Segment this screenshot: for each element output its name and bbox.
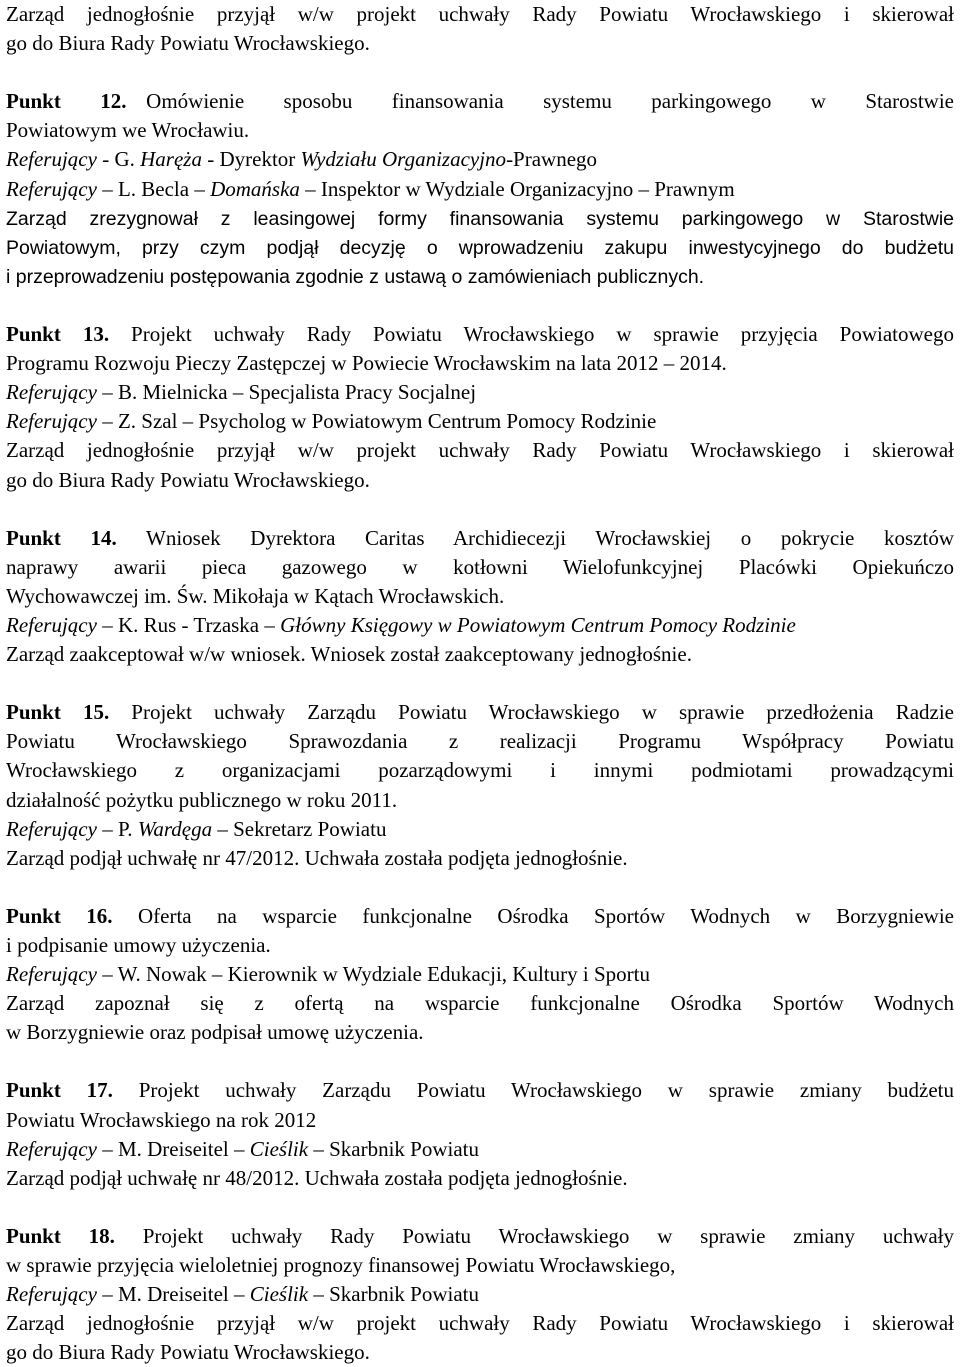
paragraph-gap bbox=[6, 58, 954, 87]
item-heading: Punkt 12. bbox=[6, 89, 127, 114]
text-segment: -Prawnego bbox=[506, 147, 598, 172]
text-segment: Wrocławskiego z organizacjami pozarządowymi i innymi podmiotami prowadzącymi bbox=[6, 758, 954, 783]
text-segment: – K. Rus - Trzaska – bbox=[96, 612, 281, 637]
text-segment: i podpisanie umowy użyczenia. bbox=[6, 933, 271, 957]
text-segment: i przeprowadzeniu postępowania zgodnie z ustawą o zamówieniach publicznych. bbox=[6, 265, 705, 288]
item-heading: Punkt 14. bbox=[6, 525, 117, 550]
paragraph-gap bbox=[6, 873, 954, 902]
text-line bbox=[6, 553, 954, 582]
text-line bbox=[6, 931, 954, 960]
text-line bbox=[6, 1280, 954, 1309]
item-heading: Punkt 15. bbox=[6, 700, 110, 725]
text-segment: Główny Księgowy w Powiatowym Centrum Pomocy Rodzinie bbox=[280, 612, 796, 637]
text-line bbox=[6, 960, 954, 989]
text-segment: – W. Nowak – Kierownik w Wydziale Edukacji, Kultury i Sportu bbox=[96, 962, 650, 987]
text-segment: Zarząd jednogłośnie przyjął w/w projekt uchwały Rady Powiatu Wrocławskiego i skierował bbox=[6, 438, 954, 463]
text-line bbox=[6, 466, 954, 495]
text-segment: działalność pożytku publicznego w roku 2011. bbox=[6, 787, 398, 812]
text-line bbox=[6, 756, 954, 785]
text-segment: Domańska bbox=[210, 176, 300, 201]
text-segment: Cieślik bbox=[249, 1282, 309, 1307]
text-segment: Referujący bbox=[6, 816, 97, 841]
text-segment: – Sekretarz Powiatu bbox=[212, 816, 387, 841]
text-segment: - G. bbox=[96, 147, 141, 172]
paragraph-gap bbox=[6, 1047, 954, 1076]
text-segment: Referujący bbox=[6, 1136, 97, 1161]
text-line bbox=[6, 524, 954, 553]
text-segment: Wydziału Organizacyjno bbox=[300, 147, 507, 172]
text-line bbox=[6, 1106, 954, 1135]
text-segment: Zarząd jednogłośnie przyjął w/w projekt uchwały Rady Powiatu Wrocławskiego i skierował bbox=[6, 1311, 954, 1336]
text-segment: Referujący bbox=[6, 380, 97, 405]
item-heading: Punkt 16. bbox=[6, 903, 113, 928]
text-line bbox=[6, 1309, 954, 1338]
text-line bbox=[6, 1251, 954, 1280]
text-segment: Wychowawczej im. Św. Mikołaja w Kątach Wrocławskich. bbox=[6, 583, 505, 608]
text-segment: Projekt uchwały Zarządu Powiatu Wrocławskiego w sprawie przedłożenia Radzie bbox=[109, 700, 954, 725]
text-segment: – Skarbnik Powiatu bbox=[308, 1136, 480, 1161]
text-line bbox=[6, 611, 954, 640]
item-heading: Punkt 17. bbox=[6, 1078, 113, 1103]
text-segment: – Z. Szal – Psycholog w Powiatowym Centrum Pomocy Rodzinie bbox=[96, 409, 657, 434]
text-segment: Projekt uchwały Rady Powiatu Wrocławskiego w sprawie przyjęcia Powiatowego bbox=[109, 322, 954, 347]
text-segment: Cieślik bbox=[249, 1136, 309, 1161]
text-line bbox=[6, 640, 954, 669]
paragraph-gap bbox=[6, 669, 954, 698]
text-segment: w sprawie przyjęcia wieloletniej prognozy finansowej Powiatu Wrocławskiego, bbox=[6, 1253, 676, 1278]
paragraph-gap bbox=[6, 1193, 954, 1222]
item-heading: Punkt 18. bbox=[6, 1223, 115, 1248]
text-segment: Referujący bbox=[6, 1282, 97, 1307]
text-line bbox=[6, 407, 954, 436]
text-segment: Oferta na wsparcie funkcjonalne Ośrodka Sportów Wodnych w Borzygniewie bbox=[112, 903, 954, 928]
text-segment: - Dyrektor bbox=[201, 147, 301, 172]
document-page bbox=[6, 0, 954, 1367]
text-line bbox=[6, 87, 954, 116]
text-line bbox=[6, 727, 954, 756]
text-line bbox=[6, 815, 954, 844]
text-segment: Referujący bbox=[6, 612, 97, 637]
text-segment: Zarząd zapoznał się z ofertą na wsparcie funkcjonalne Ośrodka Sportów Wodnych bbox=[6, 991, 954, 1016]
text-segment: – M. Dreiseitel – bbox=[96, 1136, 250, 1161]
text-segment: Projekt uchwały Rady Powiatu Wrocławskiego w sprawie zmiany uchwały bbox=[114, 1223, 954, 1248]
text-line bbox=[6, 145, 954, 174]
text-line bbox=[6, 116, 954, 145]
text-segment: Powiatowym, przy czym podjął decyzję o wprowadzeniu zakupu inwestycyjnego do budżetu bbox=[6, 236, 954, 259]
text-segment: Zarząd podjął uchwałę nr 47/2012. Uchwała została podjęta jednogłośnie. bbox=[6, 845, 628, 870]
text-segment: Projekt uchwały Zarządu Powiatu Wrocławskiego w sprawie zmiany budżetu bbox=[112, 1078, 954, 1103]
text-segment: Wniosek Dyrektora Caritas Archidiecezji Wrocławskiej o pokrycie kosztów bbox=[116, 525, 954, 550]
text-line bbox=[6, 582, 954, 611]
text-line bbox=[6, 989, 954, 1018]
text-line bbox=[6, 1164, 954, 1193]
text-line bbox=[6, 786, 954, 815]
text-segment: – Inspektor w Wydziale Organizacyjno – Prawnym bbox=[299, 176, 735, 201]
text-line bbox=[6, 1018, 954, 1047]
text-segment: Zarząd zrezygnował z leasingowej formy finansowania systemu parkingowego w Starostwie bbox=[6, 207, 954, 230]
text-line bbox=[6, 1222, 954, 1251]
text-line bbox=[6, 175, 954, 204]
text-line bbox=[6, 320, 954, 349]
text-segment: go do Biura Rady Powiatu Wrocławskiego. bbox=[6, 31, 370, 56]
text-segment: – B. Mielnicka – Specjalista Pracy Socjalnej bbox=[96, 380, 477, 405]
text-segment: Referujący bbox=[6, 962, 97, 987]
text-line bbox=[6, 204, 954, 233]
text-segment: Zarząd jednogłośnie przyjął w/w projekt uchwały Rady Powiatu Wrocławskiego i skierował bbox=[6, 2, 954, 26]
text-segment: go do Biura Rady Powiatu Wrocławskiego. bbox=[6, 467, 370, 492]
text-segment: Powiatowym we Wrocławiu. bbox=[6, 118, 250, 143]
text-segment: Haręża bbox=[140, 147, 202, 172]
text-segment: – L. Becla – bbox=[96, 176, 211, 201]
text-line bbox=[6, 0, 954, 29]
item-heading: Punkt 13. bbox=[6, 322, 110, 347]
text-segment: Referujący bbox=[6, 147, 97, 172]
text-segment: Referujący bbox=[6, 176, 97, 201]
text-segment: Programu Rozwoju Pieczy Zastępczej w Powiecie Wrocławskim na lata 2012 – 2014. bbox=[6, 351, 727, 376]
text-line bbox=[6, 1135, 954, 1164]
text-segment: go do Biura Rady Powiatu Wrocławskiego. bbox=[6, 1340, 370, 1365]
text-segment: Omówienie sposobu finansowania systemu parkingowego w Starostwie bbox=[126, 89, 954, 114]
text-line bbox=[6, 378, 954, 407]
text-line bbox=[6, 1338, 954, 1367]
text-segment: w Borzygniewie oraz podpisał umowę użyczenia. bbox=[6, 1020, 424, 1045]
text-line bbox=[6, 902, 954, 931]
text-line bbox=[6, 262, 954, 291]
text-line bbox=[6, 1076, 954, 1105]
text-line bbox=[6, 233, 954, 262]
text-segment: Referujący bbox=[6, 409, 97, 434]
paragraph-gap bbox=[6, 291, 954, 320]
text-line bbox=[6, 844, 954, 873]
text-segment: Powiatu Wrocławskiego na rok 2012 bbox=[6, 1107, 317, 1132]
text-line bbox=[6, 349, 954, 378]
text-segment: – M. Dreiseitel – bbox=[96, 1282, 250, 1307]
text-line bbox=[6, 29, 954, 58]
text-segment: Powiatu Wrocławskiego Sprawozdania z realizacji Programu Współpracy Powiatu bbox=[6, 729, 954, 754]
text-segment: Zarząd zaakceptował w/w wniosek. Wniosek został zaakceptowany jednogłośnie. bbox=[6, 642, 692, 667]
text-line bbox=[6, 698, 954, 727]
text-segment: Zarząd podjął uchwałę nr 48/2012. Uchwała została podjęta jednogłośnie. bbox=[6, 1165, 628, 1190]
text-segment: naprawy awarii pieca gazowego w kotłowni Wielofunkcyjnej Placówki Opiekuńczo bbox=[6, 554, 954, 579]
text-line bbox=[6, 436, 954, 465]
text-segment: – Skarbnik Powiatu bbox=[308, 1282, 480, 1307]
text-segment: Wardęga bbox=[137, 816, 213, 841]
text-segment: – P. bbox=[96, 816, 138, 841]
paragraph-gap bbox=[6, 495, 954, 524]
